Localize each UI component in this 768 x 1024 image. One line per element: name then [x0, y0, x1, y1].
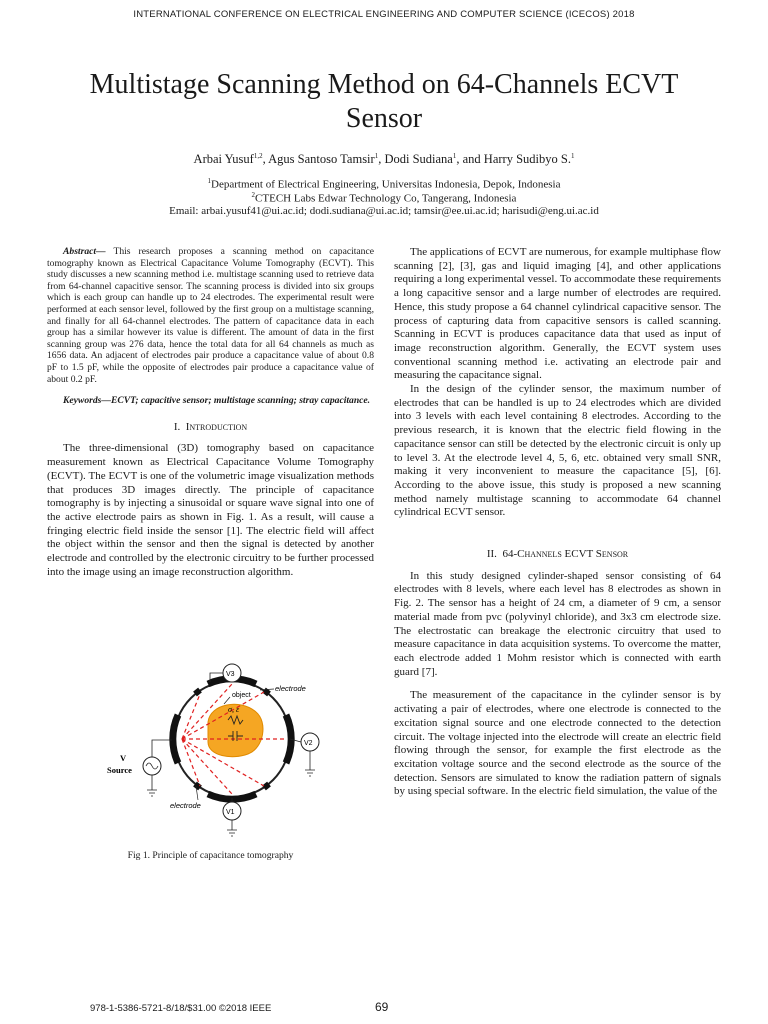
- electrode-small: [195, 690, 200, 694]
- author-list: Arbai Yusuf$^{1,2}$, Agus Santoso Tamsir$^1$, Dodi Sudiana$^1$, and Harry Sudibyo S.$^1$: [193, 152, 575, 167]
- object-label: object: [232, 692, 251, 699]
- source-label: Source: [107, 765, 132, 775]
- v2-label: V2: [304, 740, 313, 747]
- v1-label: V1: [226, 809, 235, 816]
- author-name: Agus Santoso Tamsir: [268, 152, 375, 167]
- abstract-text: This research proposes a scanning method on capacitance tomography known as Electrical Capacitance Volume Tomography (ECVT). This study discusses a new scanning method i.e. multistage scanning used to retrieve data from 64-channel capacitive sensor. The scanning process is divided into six groups which is each group can handle up to 24 electrodes. The experimental result were performed at each sensor level, followed by the first group on a multistage scanning, and finally for all 64-channel electrodes. The pattern of capacitance data in each group has a similar however its value is different. The amount of data in the first scanning group was 276 data, hence the total data for all 64 channels as much as 1656 data. An adjacent of electrodes pair produce a capacitance value of about 0.8 pF to 1.5 pF, while the opposite of electrodes pair produce a capacitance value of about 0.2 pF.: [47, 246, 374, 385]
- affiliation-1: [40, 177, 728, 191]
- email-line: Email: arbai.yusuf41@ui.ac.id; dodi.sudiana@ui.ac.id; tamsir@ee.ui.ac.id; harisudi@eng.ui.ac.id: [169, 205, 599, 217]
- affiliation-sup: 2: [251, 191, 256, 199]
- keywords-text: ECVT; capacitive sensor; multistage scanning; stray capacitance.: [110, 395, 371, 407]
- abstract: [47, 246, 374, 407]
- title-line-1: Multistage Scanning Method on 64-Channels ECVT: [89, 69, 679, 100]
- electrode-small: [264, 784, 269, 788]
- object-pointer: [224, 697, 230, 704]
- author-sup: 1: [374, 152, 379, 160]
- electrode-label-top: electrode: [275, 684, 306, 693]
- body-paragraph: The applications of ECVT are numerous, for example multiphase flow scanning [2], [3], gas and liquid imaging [4], and other applications requiring a long experimental vessel. To accommodate these requirements a long capacitive sensor and a large number of electrodes are required. Hence, this study propose a 64 channel cylindrical capacitive sensor. The process of capturing data from capacitive sensors is called scanning. Scanning in ECVT is produces capacitance data that used as input of image reconstruction algorithm. Generally, the ECVT system uses conventional scanning method i.e. activating an electrode pair and measuring the capacitance signal.: [394, 246, 721, 382]
- affiliation-2: [40, 191, 728, 205]
- section-2-heading: [394, 548, 721, 562]
- author-sup: 1: [570, 152, 575, 160]
- electrode-small: [195, 784, 200, 788]
- conference-header: INTERNATIONAL CONFERENCE ON ELECTRICAL ENGINEERING AND COMPUTER SCIENCE (ICECOS) 2018: [133, 9, 635, 20]
- page-number: 69: [375, 1000, 389, 1014]
- section-number: II.: [486, 548, 497, 561]
- ground-symbol: [227, 830, 237, 836]
- affiliation-sup: 1: [207, 177, 212, 185]
- author-name: Harry Sudibyo S.: [483, 152, 571, 167]
- intro-paragraph: The three-dimensional (3D) tomography based on capacitance measurement known as Electrical Capacitance Volume Tomography (ECVT). The ECVT is one of the volumetric image visualization methods that produces 3D images directly. The principle of capacitance tomography is by injecting a sinusoidal or square wave signal into one of the active electrode pairs as shown in Fig. 1. As a result, will cause a fringing electric field inside the sensor [1]. The electric field will affect the object within the sensor and then the signal is detected by another electrode and controlled by the electronic circuitry to be further processed into the image using an image reconstruction algorithm.: [47, 442, 374, 578]
- figure-1-caption: Fig 1. Principle of capacitance tomography: [127, 850, 294, 861]
- abstract-label: Abstract—: [63, 246, 106, 257]
- section-title: 64-Channels ECVT Sensor: [502, 548, 629, 561]
- body-paragraph: The measurement of the capacitance in the cylinder sensor is by activating a pair of electrodes, where one electrode is connected to the excitation signal source and one electrode connected to the detection circuit. The voltage injected into the electrode will create an electric field flowing through the sensor, for example the first electrode as the excitation voltage source and the second electrode as the source of the detection. Sensors are simulated to know the radiation pattern of signals by using special software. In the electric field simulation, the value of the: [394, 689, 721, 798]
- footer-isbn: 978-1-5386-5721-8/18/$31.00 ©2018 IEEE: [90, 1003, 272, 1014]
- source-v-label: V: [120, 753, 127, 763]
- right-column: [394, 246, 721, 799]
- electrode-small: [264, 690, 269, 694]
- author-name: Dodi Sudiana: [384, 152, 453, 167]
- v3-label: V3: [226, 671, 235, 678]
- author-sup: 1: [452, 152, 457, 160]
- paper-title: [40, 68, 728, 136]
- section-title: Introduction: [185, 420, 248, 433]
- author-sup: 1,2: [253, 152, 263, 160]
- sigma-epsilon-label: σ, ε: [228, 705, 240, 714]
- electrode-left: [173, 715, 178, 763]
- section-1-heading: [47, 421, 374, 435]
- electrode-label-bottom: electrode: [170, 801, 201, 810]
- section-number: I.: [173, 420, 181, 433]
- figure-1: [100, 660, 330, 850]
- ground-symbol: [305, 770, 315, 776]
- affiliation-text: Department of Electrical Engineering, Universitas Indonesia, Depok, Indonesia: [211, 178, 561, 191]
- keywords-label: Keywords—: [63, 395, 111, 407]
- author-name: Arbai Yusuf: [193, 152, 254, 167]
- affiliation-text: CTECH Labs Edwar Technology Co, Tangerang, Indonesia: [255, 192, 517, 205]
- ground-symbol: [147, 790, 157, 796]
- left-column: [47, 246, 374, 579]
- body-paragraph: In the design of the cylinder sensor, the maximum number of electrodes that can be handled is up to 24 electrodes which are divided into 3 levels with each level containing 8 electrodes. According to the previous research, it is known that the electric field flowing in the capacitance sensor can still be detected by the electronic circuit is only up to level 3. At the electrode level 4, 5, 6, etc. obtained very small SNR, making it very inconvenient to measure the capacitance [5], [6]. According to the above issue, this study is proposed a new scanning method namely multistage scanning to accommodate 64 channel cylindrical ECVT sensor.: [394, 383, 721, 519]
- title-line-2: Sensor: [345, 103, 423, 134]
- body-paragraph: In this study designed cylinder-shaped sensor consisting of 64 electrodes with 8 levels, where each level has 8 electrodes as shown in Fig. 2. The sensor has a height of 24 cm, a diameter of 9 cm, a sensor material made from pvc (polyvinyl chloride), and 3x3 cm electrode size. The electrostatic can breakage the electronic circuitry that used to measure capacitance in data acquisition systems. To overcome the matter, each electrode added 1 Mohm resistor which is connected with earth guard [7].: [394, 569, 721, 678]
